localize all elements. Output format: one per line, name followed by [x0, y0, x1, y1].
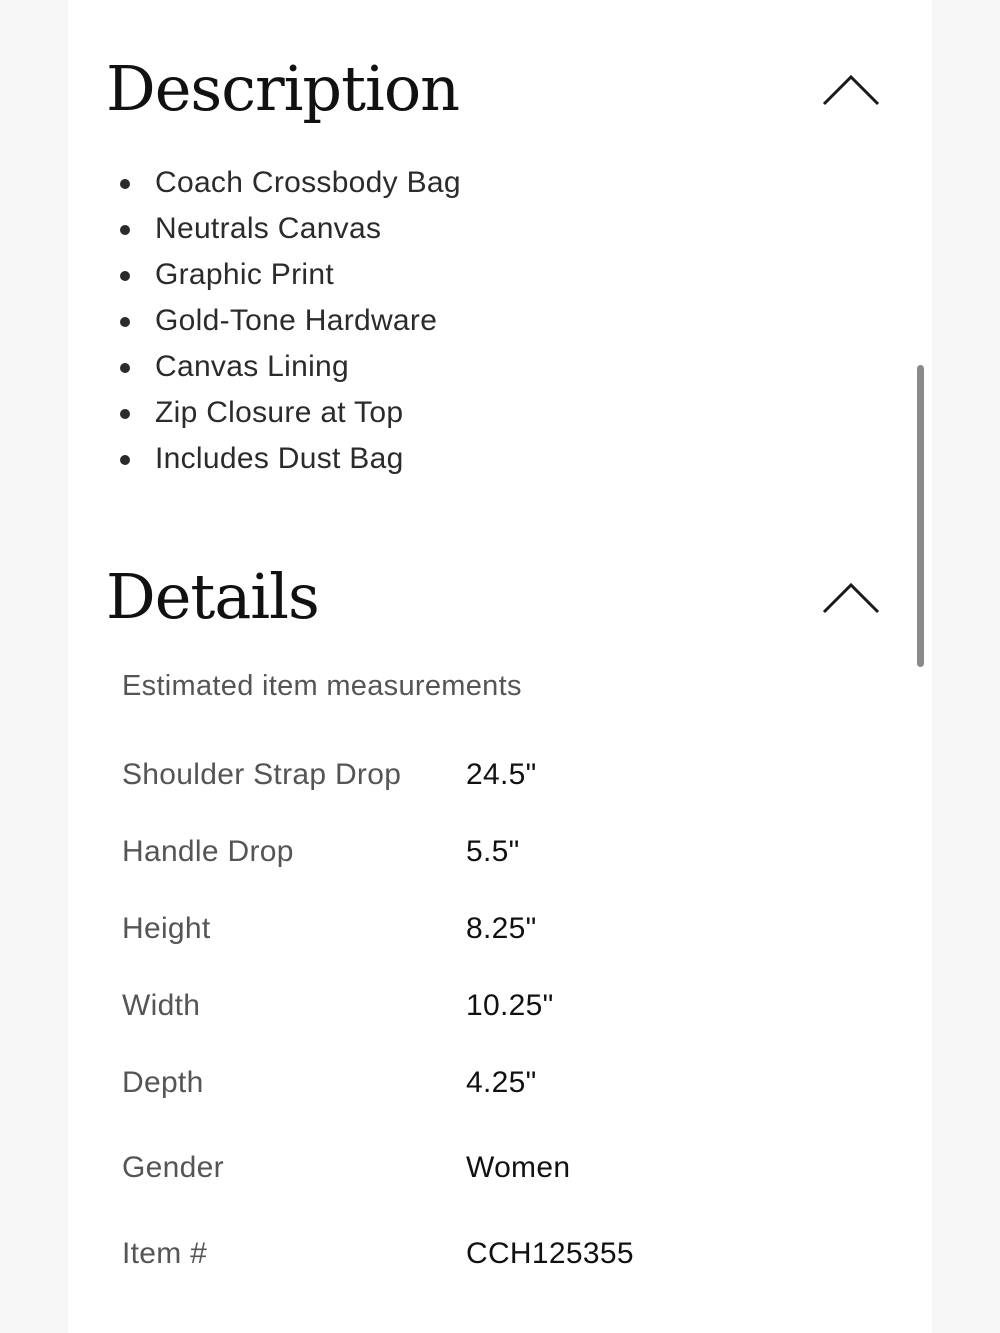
spec-row-height [122, 912, 822, 952]
description-item: Gold-Tone Hardware [114, 299, 461, 345]
spec-label: Shoulder Strap Drop [122, 758, 402, 791]
spec-label: Depth [122, 1066, 204, 1099]
scrollbar-thumb[interactable] [917, 365, 924, 667]
spec-value: CCH125355 [466, 1237, 634, 1270]
spec-value: 24.5" [466, 758, 537, 791]
description-collapse-chevron-up-icon[interactable] [820, 72, 882, 108]
details-collapse-chevron-up-icon[interactable] [820, 580, 882, 616]
spec-row-depth [122, 1066, 822, 1106]
spec-value: Women [466, 1151, 571, 1184]
spec-row-item-number [122, 1237, 822, 1277]
spec-label: Gender [122, 1151, 224, 1184]
spec-value: 8.25" [466, 912, 537, 945]
spec-value: 10.25" [466, 989, 554, 1022]
spec-value: 5.5" [466, 835, 520, 868]
description-list [114, 161, 461, 483]
spec-label: Handle Drop [122, 835, 294, 868]
description-heading: Description [106, 52, 460, 125]
spec-row-shoulder-strap-drop [122, 758, 822, 798]
description-item: Includes Dust Bag [114, 437, 461, 483]
spec-value: 4.25" [466, 1066, 537, 1099]
description-item: Coach Crossbody Bag [114, 161, 461, 207]
measurements-caption: Estimated item measurements [122, 670, 522, 702]
description-item: Neutrals Canvas [114, 207, 461, 253]
description-item: Zip Closure at Top [114, 391, 461, 437]
description-item: Graphic Print [114, 253, 461, 299]
description-item: Canvas Lining [114, 345, 461, 391]
details-heading: Details [106, 560, 319, 633]
spec-label: Item # [122, 1237, 208, 1270]
spec-label: Width [122, 989, 201, 1022]
spec-row-gender [122, 1151, 822, 1191]
spec-label: Height [122, 912, 211, 945]
spec-row-handle-drop [122, 835, 822, 875]
spec-row-width [122, 989, 822, 1029]
